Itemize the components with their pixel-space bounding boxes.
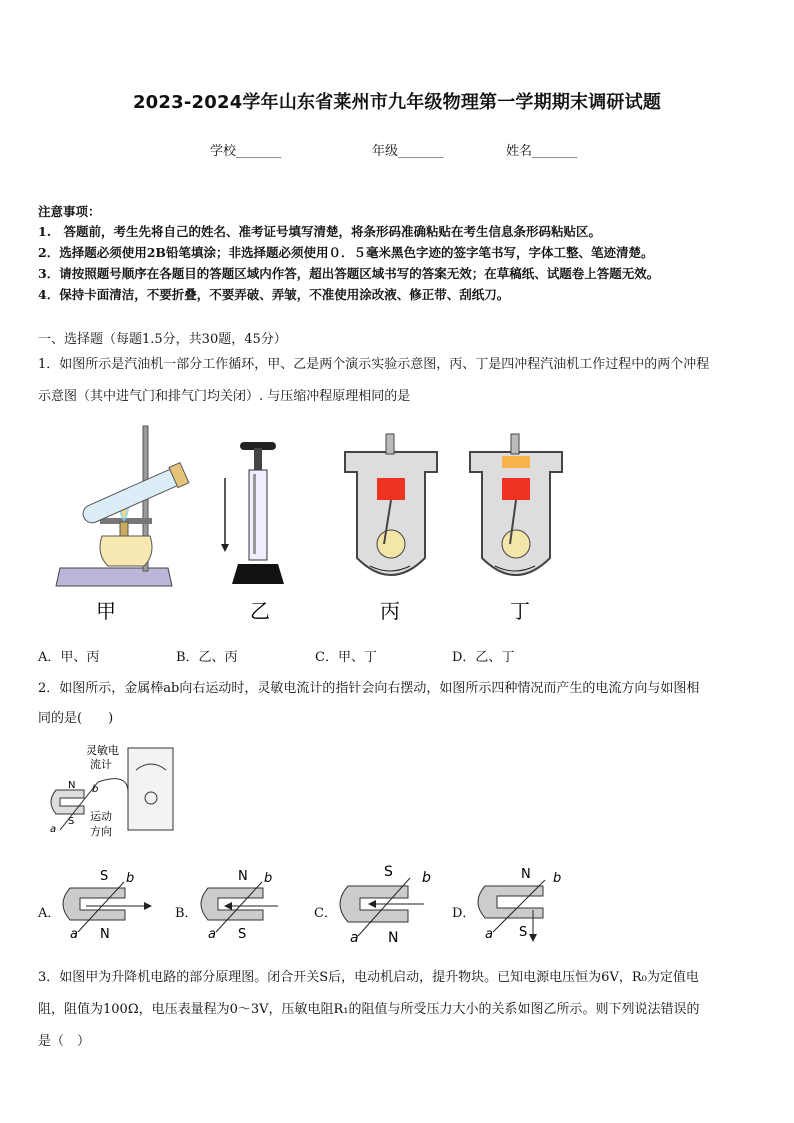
svg-text:N: N	[238, 869, 248, 884]
school-field: 学校_______	[210, 144, 282, 159]
notice-item-4: 4．保持卡面清洁，不要折叠，不要弄破、弄皱，不准使用涂改液、修正带、刮纸刀。	[38, 287, 510, 302]
svg-text:b: b	[422, 870, 431, 886]
q3-line2: 阻，阻值为100Ω，电压表量程为0～3V，压敏电阻R₁的阻值与所受压力大小的关系如图乙所示。则下列说法错误的	[38, 1002, 700, 1017]
svg-text:S: S	[519, 925, 528, 940]
notice-item-2: 2．选择题必须使用2B铅笔填涂；非选择题必须使用０．５毫米黑色字迹的签字笔书写，字体工整、笔迹清楚。	[38, 245, 654, 260]
q2-option-b-label[interactable]: B．	[175, 906, 198, 921]
q1-line2: 示意图（其中进气门和排气门均关闭）. 与压缩冲程原理相同的是	[38, 389, 411, 404]
svg-text:a: a	[350, 930, 359, 946]
svg-text:b: b	[264, 871, 273, 886]
svg-text:N: N	[100, 927, 110, 942]
q3-line3: 是（ ）	[38, 1034, 91, 1049]
q1-option-d[interactable]: D．乙、丁	[452, 650, 515, 665]
q1-line1: 1．如图所示是汽油机一部分工作循环，甲、乙是两个演示实验示意图，丙、丁是四冲程汽油机工作过程中的两个冲程	[38, 357, 710, 372]
svg-text:N: N	[388, 930, 399, 946]
svg-text:a: a	[208, 927, 216, 942]
air-pump	[221, 442, 284, 623]
page-title: 2023-2024学年山东省莱州市九年级物理第一学期期末调研试题	[132, 92, 662, 113]
q2-option-a-figure	[60, 862, 160, 947]
q1-figures	[40, 418, 770, 633]
q1-option-b[interactable]: B．乙、丙	[176, 650, 238, 665]
svg-text:a: a	[70, 927, 78, 942]
q2-option-a-label[interactable]: A．	[38, 906, 61, 921]
svg-text:a: a	[50, 824, 57, 835]
engine-bing	[345, 434, 437, 623]
q2-option-b-figure	[198, 862, 298, 947]
svg-text:N: N	[68, 780, 76, 791]
test-tube-apparatus	[56, 426, 189, 623]
svg-text:灵敏电: 灵敏电	[86, 744, 119, 757]
section-heading: 一、选择题（每题1.5分，共30题，45分）	[38, 332, 287, 347]
svg-text:方向: 方向	[90, 825, 112, 838]
q2-line1: 2．如图所示，金属棒ab向右运动时，灵敏电流计的指针会向右摆动，如图所示四种情况而产生的电流方向与如图相	[38, 681, 700, 696]
q2-option-d-figure	[475, 860, 585, 948]
fig-label-bing: 丙	[380, 599, 400, 623]
q1-option-c[interactable]: C．甲、丁	[315, 650, 377, 665]
q1-option-a[interactable]: A．甲、丙	[38, 650, 100, 665]
fig-label-yi: 乙	[250, 599, 270, 623]
svg-text:S: S	[384, 864, 393, 880]
svg-text:b: b	[126, 871, 135, 886]
notice-item-3: 3．请按照题号顺序在各题目的答题区域内作答，超出答题区域书写的答案无效；在草稿纸、试题卷上答题无效。	[38, 266, 660, 281]
svg-text:a: a	[485, 927, 493, 942]
notice-item-1: 1. 答题前，考生先将自己的姓名、准考证号填写清楚，将条形码准确粘贴在考生信息条形码粘贴区。	[38, 224, 602, 239]
svg-text:N: N	[521, 867, 531, 882]
svg-text:S: S	[100, 869, 109, 884]
grade-field: 年级_______	[372, 144, 444, 159]
svg-text:S: S	[238, 927, 247, 942]
q3-line1: 3．如图甲为升降机电路的部分原理图。闭合开关S后，电动机启动，提升物块。已知电源电压恒为6V，R₀为定值电	[38, 970, 699, 985]
notice-heading: 注意事项：	[38, 204, 101, 219]
q2-option-d-label[interactable]: D．	[452, 906, 476, 921]
name-field: 姓名_______	[506, 144, 578, 159]
q2-option-c-figure	[338, 858, 448, 948]
q2-option-c-label[interactable]: C．	[314, 906, 337, 921]
svg-text:b: b	[92, 784, 99, 795]
svg-text:运动: 运动	[90, 810, 112, 823]
svg-text:S: S	[68, 816, 75, 827]
engine-ding	[470, 434, 562, 623]
q2-figure	[40, 740, 190, 845]
q2-line2: 同的是( )	[38, 711, 114, 726]
svg-text:b: b	[553, 871, 562, 886]
fig-label-jia: 甲	[96, 599, 116, 623]
svg-text:流计: 流计	[90, 758, 112, 771]
fig-label-ding: 丁	[510, 599, 530, 623]
